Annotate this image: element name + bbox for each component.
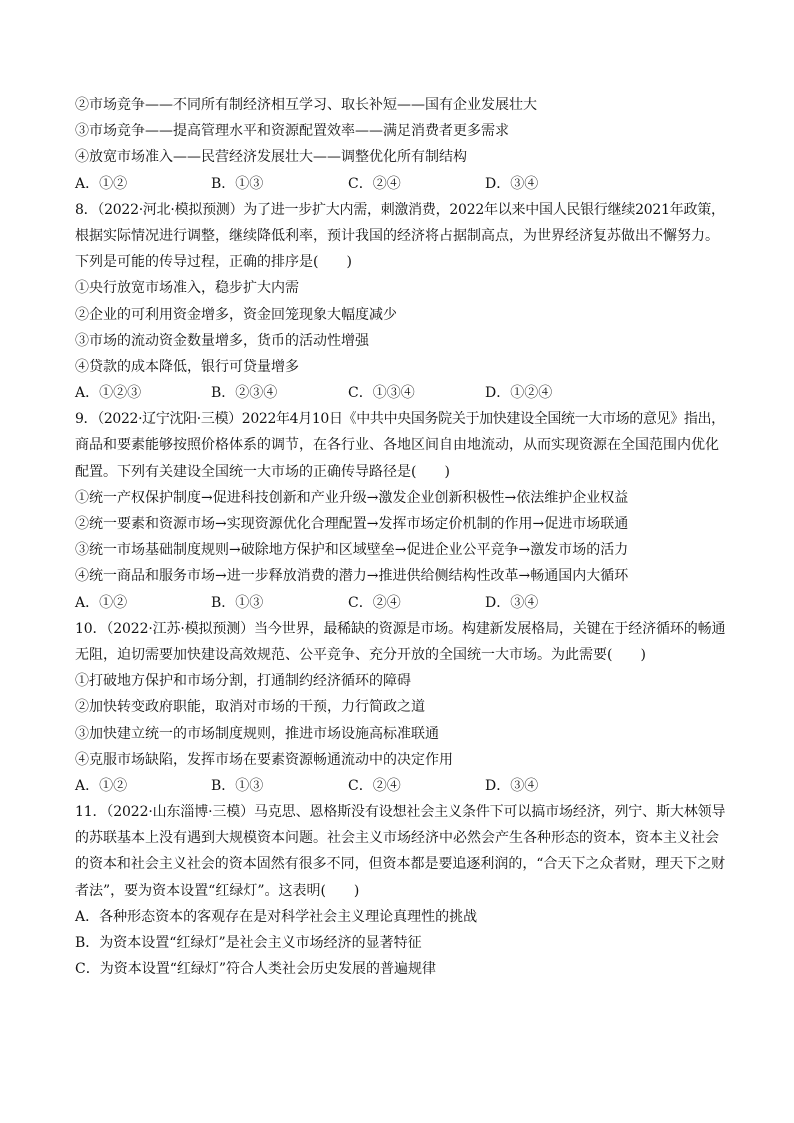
answer-option-d: D．①②④ [485,385,553,402]
answer-option-c: C．②④ [348,175,401,192]
text-line: ①统一产权保护制度→促进科技创新和产业升级→激发企业创新积极性→依法维护企业权益 [75,489,629,506]
answer-option-b: B．①③ [211,175,264,192]
answer-option-a: A．①② [75,175,128,192]
text-line: ①打破地方保护和市场分割，打通制约经济循环的障碍 [75,673,411,690]
text-line: ①央行放宽市场准入，稳步扩大内需 [75,280,299,297]
answer-option-c: C．②④ [348,777,401,794]
answer-option-d: D．③④ [485,175,539,192]
text-line: 8．（2022·河北·模拟预测）为了进一步扩大内需，刺激消费，2022年以来中国人民银行继续2021年政策， [75,201,725,218]
answer-option-a: A．①② [75,594,128,611]
text-line: ②市场竞争——不同所有制经济相互学习、取长补短——国有企业发展壮大 [75,97,537,113]
text-line: 的资本和社会主义社会的资本固然有很多不同，但资本都是要追逐利润的，“合天下之众者财，理天下之财 [75,856,726,873]
answer-options-row [75,590,725,616]
answer-options-row [75,171,725,197]
text-line: ④贷款的成本降低，银行可贷量增多 [75,358,299,375]
exam-page [75,92,725,982]
text-line: 商品和要素能够按照价格体系的调节，在各行业、各地区间自由地流动，从而实现资源在全国范围内优化 [75,437,719,454]
text-line: ②统一要素和资源市场→实现资源优化合理配置→发挥市场定价机制的作用→促进市场联通 [75,516,629,532]
text-line: B．为资本设置“红绿灯”是社会主义市场经济的显著特征 [75,935,422,951]
answer-option-a: A．①② [75,777,128,794]
text-line: 11．（2022·山东淄博·三模）马克思、恩格斯没有设想社会主义条件下可以搞市场经济，列宁、斯大林领导 [75,804,726,821]
text-line: ④克服市场缺陷，发挥市场在要素资源畅通流动中的决定作用 [75,751,453,768]
text-line: 者法”，要为资本设置“红绿灯”。这表明( ) [75,882,360,899]
answer-option-c: C．①③④ [348,385,415,402]
text-line: ③统一市场基础制度规则→破除地方保护和区域壁垒→促进企业公平竞争→激发市场的活力 [75,542,629,559]
text-line: 10．（2022·江苏·模拟预测）当今世界，最稀缺的资源是市场。构建新发展格局，关键在于经济循环的畅通 [75,620,726,637]
answer-options-row [75,380,725,406]
text-line: ②加快转变政府职能，取消对市场的干预，力行简政之道 [75,699,425,716]
answer-option-b: B．①③ [211,594,264,611]
answer-option-a: A．①②③ [75,385,142,402]
text-line: 下列是可能的传导过程，正确的排序是( ) [75,254,352,271]
answer-option-b: B．①③ [211,777,264,794]
text-line: 无阻，迫切需要加快建设高效规范、公平竞争、充分开放的全国统一大市场。为此需要( ) [75,646,646,663]
text-line: ③加快建立统一的市场制度规则，推进市场设施高标准联通 [75,725,439,742]
text-line: C．为资本设置“红绿灯”符合人类社会历史发展的普遍规律 [75,961,437,978]
text-line: ④统一商品和服务市场→进一步释放消费的潜力→推进供给侧结构性改革→畅通国内大循环 [75,568,629,585]
text-line: ②企业的可利用资金增多，资金回笼现象大幅度减少 [75,306,397,323]
text-line: 9．（2022·辽宁沈阳·三模）2022年4月10日《中共中央国务院关于加快建设全国统一大市场的意见》指出， [75,411,725,428]
answer-option-d: D．③④ [485,594,539,611]
text-line: 的苏联基本上没有遇到大规模资本问题。社会主义市场经济中必然会产生各种形态的资本，资本主义社会 [75,830,719,847]
text-line: 根据实际情况进行调整，继续降低利率，预计我国的经济将占据制高点，为世界经济复苏做出不懈努力。 [75,227,719,244]
text-line: ③市场竞争——提高管理水平和资源配置效率——满足消费者更多需求 [75,123,509,140]
text-line: ③市场的流动资金数量增多，货币的活动性增强 [75,332,369,349]
text-line: 配置。下列有关建设全国统一大市场的正确传导路径是( ) [75,463,450,480]
answer-option-d: D．③④ [485,777,539,794]
answer-options-row [75,773,725,799]
answer-option-b: B．②③④ [211,385,278,402]
text-line: ④放宽市场准入——民营经济发展壮大——调整优化所有制结构 [75,149,467,166]
answer-option-c: C．②④ [348,594,401,611]
text-line: A．各种形态资本的客观存在是对科学社会主义理论真理性的挑战 [75,908,478,925]
